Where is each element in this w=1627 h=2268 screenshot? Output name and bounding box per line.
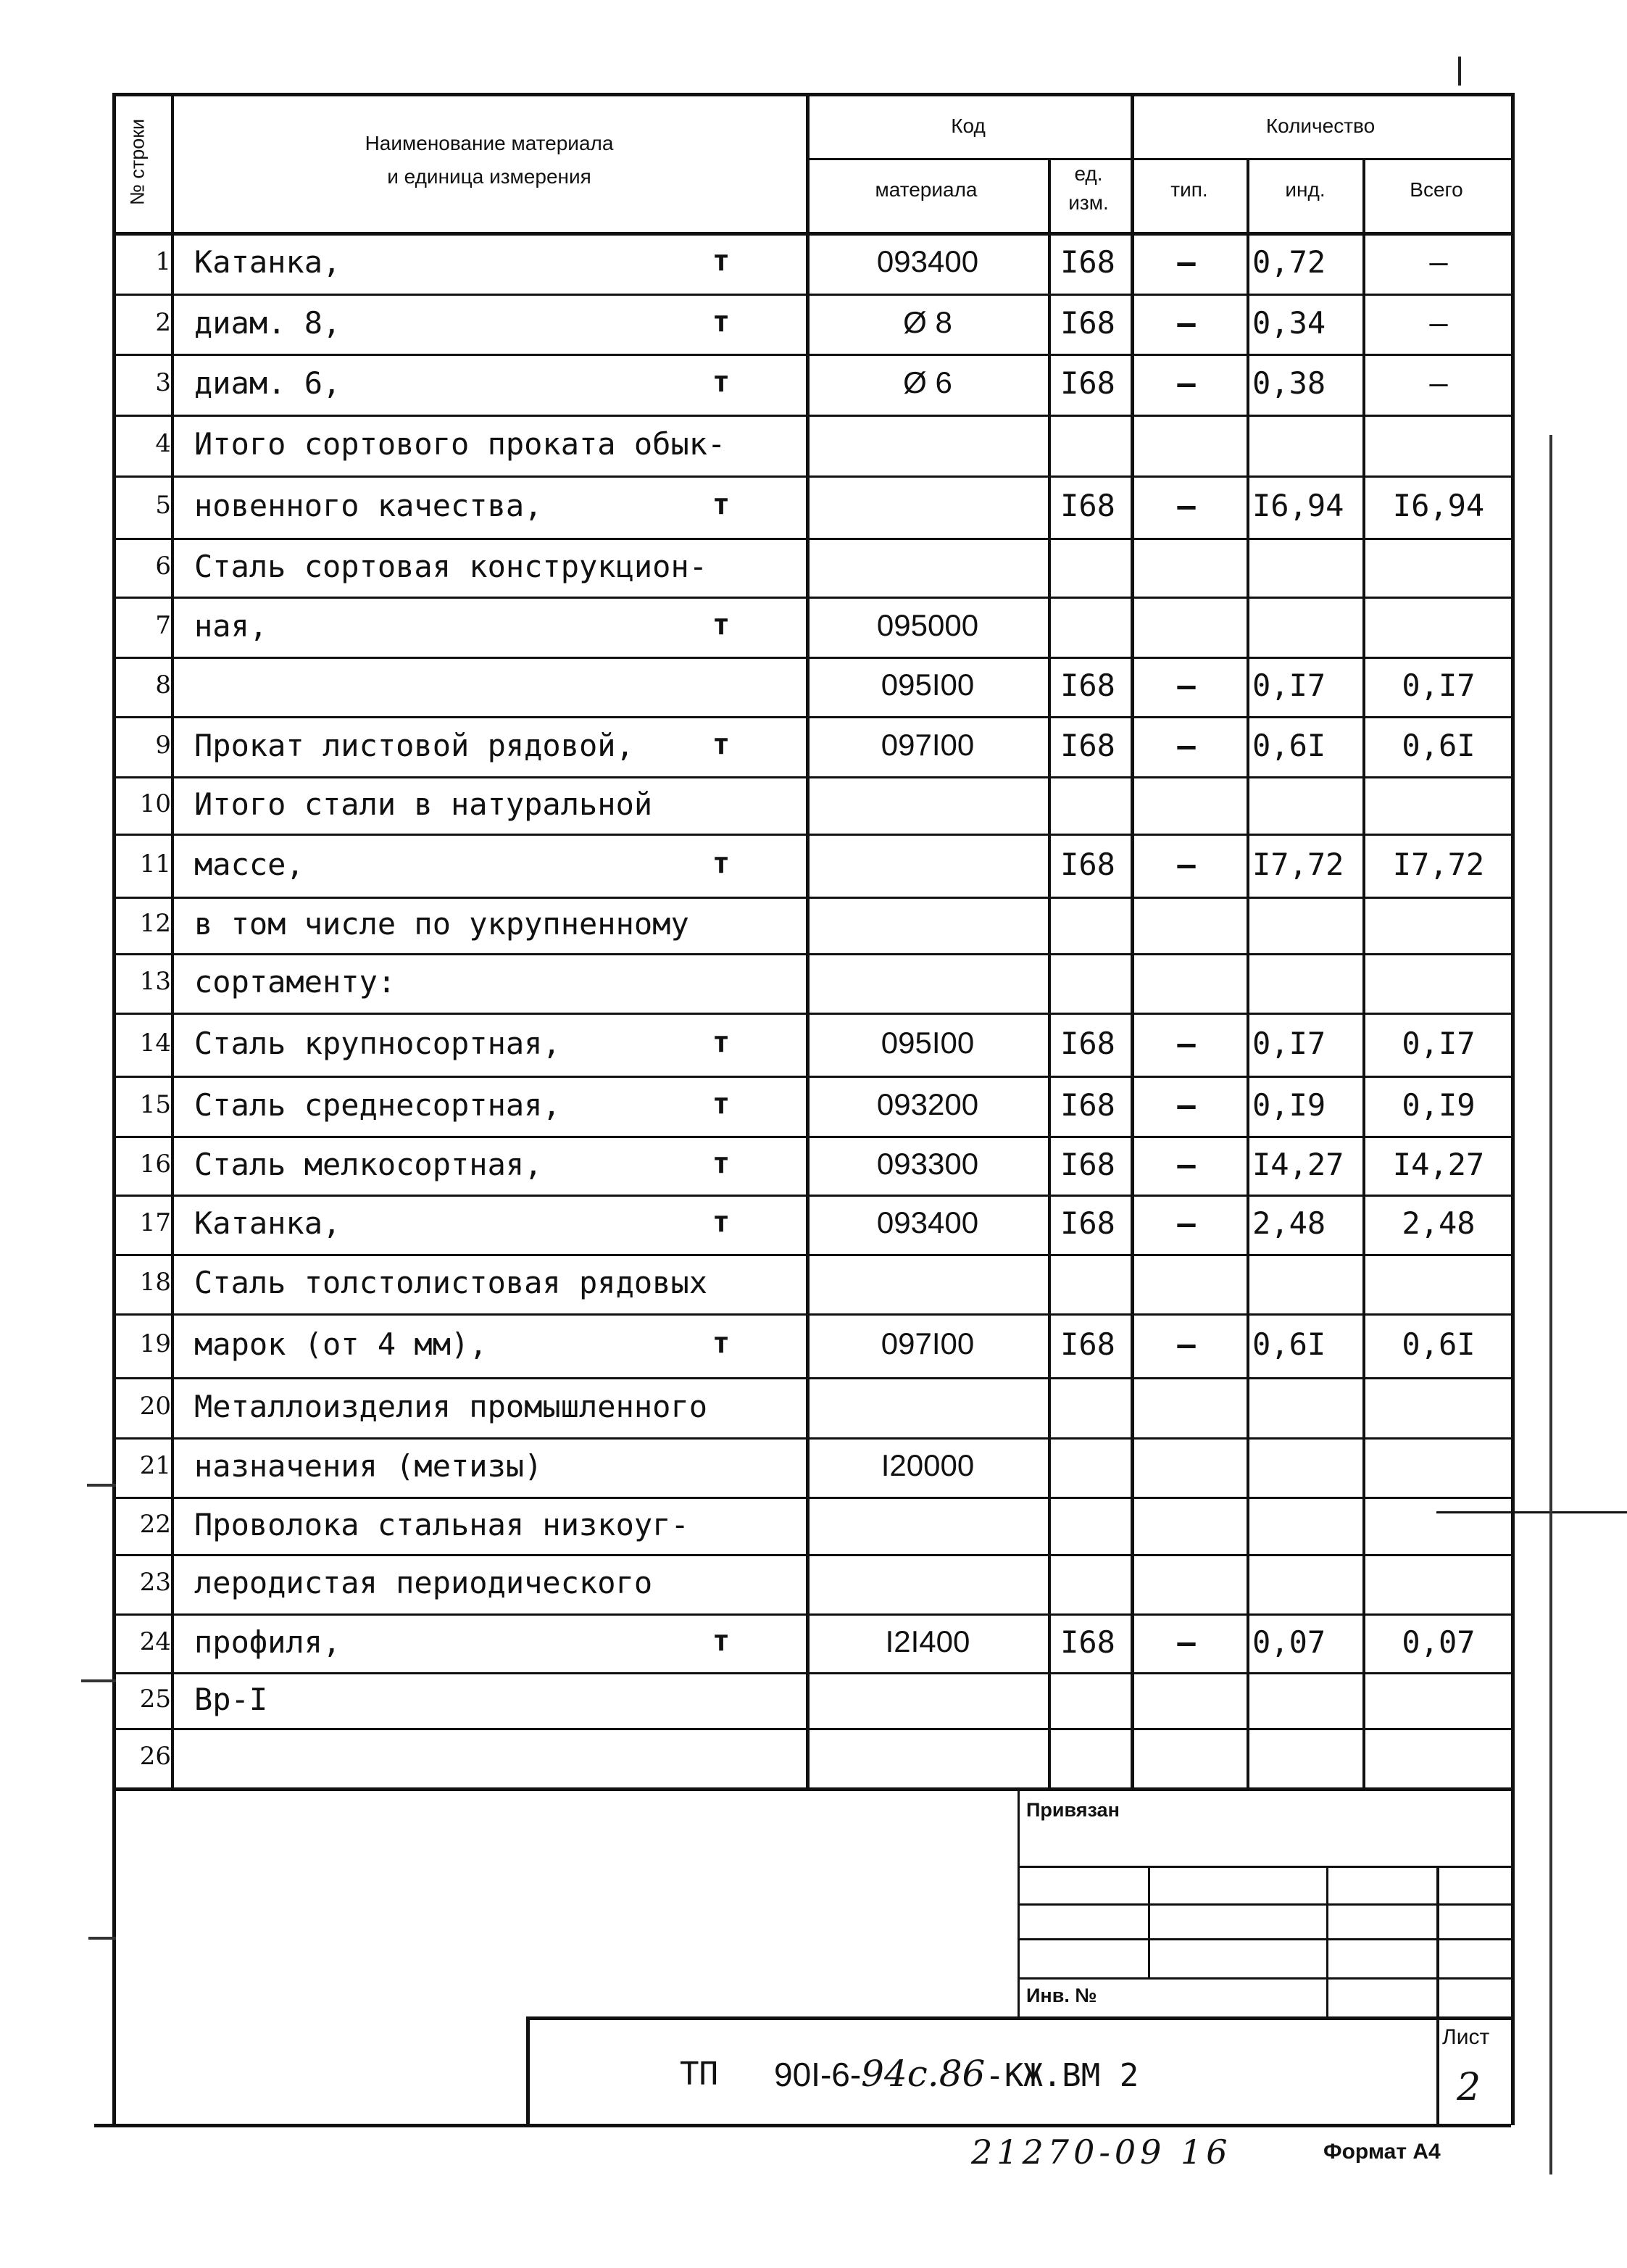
- material-name: Сталь крупносортная,: [194, 1026, 561, 1061]
- qty-individual: I6,94: [1252, 488, 1344, 523]
- grid-line: [806, 93, 810, 1787]
- material-name: массе,: [194, 847, 304, 882]
- material-code: 095000: [876, 608, 979, 642]
- material-name: диам. 8,: [194, 305, 341, 341]
- row-number: 4: [155, 429, 171, 458]
- qty-total: I6,94: [1392, 488, 1485, 523]
- material-name: Вр-I: [194, 1682, 268, 1717]
- unit-code: I68: [1060, 488, 1115, 523]
- row-number: 16: [139, 1150, 171, 1179]
- material-name: профиля,: [194, 1624, 341, 1660]
- scan-mark: [87, 1484, 116, 1487]
- qty-typical: –: [1177, 728, 1196, 763]
- material-name: Итого стали в натуральной: [194, 786, 653, 822]
- qty-total: –: [1429, 365, 1448, 401]
- qty-total: 0,6I: [1402, 1326, 1476, 1362]
- row-number: 8: [155, 670, 171, 699]
- material-code: I20000: [881, 1448, 975, 1482]
- sheet-label: Лист: [1442, 2025, 1490, 2049]
- grid-line: [112, 897, 1511, 899]
- material-name: в том числе по укрупненному: [194, 906, 689, 942]
- grid-line: [112, 1613, 1511, 1616]
- unit-code: I68: [1060, 1147, 1115, 1182]
- grid-line: [112, 415, 1511, 417]
- unit-code: I68: [1060, 365, 1115, 401]
- material-name: сортаменту:: [194, 964, 396, 1000]
- row-number: 17: [139, 1208, 171, 1237]
- row-number: 5: [155, 491, 171, 520]
- material-code: 093400: [876, 1205, 979, 1239]
- qty-individual: 0,6I: [1252, 1326, 1326, 1362]
- material-name: Катанка,: [194, 244, 341, 280]
- grid-line: [526, 2016, 1511, 2020]
- qty-typical: –: [1177, 1147, 1196, 1182]
- grid-line: [806, 158, 1511, 160]
- row-number: 7: [155, 611, 171, 640]
- material-code: 095I00: [881, 1026, 975, 1060]
- row-number: 22: [139, 1510, 171, 1539]
- unit-code: I68: [1060, 1026, 1115, 1061]
- qty-individual: 0,I9: [1252, 1087, 1326, 1123]
- material-name: Прокат листовой рядовой,: [194, 728, 634, 763]
- qty-typical: –: [1177, 1205, 1196, 1241]
- unit-of-measure: т: [712, 1087, 731, 1121]
- unit-of-measure: т: [712, 305, 731, 338]
- sheet-number: 2: [1457, 2066, 1481, 2109]
- material-code: Ø 8: [903, 305, 952, 339]
- unit-of-measure: т: [712, 1326, 731, 1360]
- grid-line: [112, 1554, 1511, 1556]
- qty-tip-header: тип.: [1170, 178, 1208, 201]
- material-name: Сталь толстолистовая рядовых: [194, 1265, 708, 1300]
- inv-no-label: Инв. №: [1026, 1985, 1097, 2006]
- grid-line: [1131, 93, 1134, 1787]
- grid-line: [112, 1672, 1511, 1674]
- unit-code: I68: [1060, 668, 1115, 703]
- row-number: 18: [139, 1268, 171, 1297]
- grid-line: [112, 1195, 1511, 1197]
- grid-line: [112, 1377, 1511, 1379]
- material-name: Сталь мелкосортная,: [194, 1147, 543, 1182]
- material-code: 095I00: [881, 668, 975, 702]
- qty-typical: –: [1177, 1087, 1196, 1123]
- grid-line: [1436, 1866, 1439, 2125]
- qty-total: I7,72: [1392, 847, 1485, 882]
- material-name: Итого сортового проката обык-: [194, 426, 726, 462]
- qty-individual: 0,38: [1252, 365, 1326, 401]
- material-name: диам. 6,: [194, 365, 341, 401]
- material-code: I2I400: [885, 1624, 970, 1658]
- material-name: Проволока стальная низкоуг-: [194, 1507, 689, 1542]
- row-number: 1: [155, 247, 171, 276]
- row-number: 24: [139, 1627, 171, 1656]
- grid-line: [112, 716, 1511, 718]
- qty-individual: 0,I7: [1252, 1026, 1326, 1061]
- material-name: новенного качества,: [194, 488, 543, 523]
- qty-individual: I7,72: [1252, 847, 1344, 882]
- qty-individual: 0,34: [1252, 305, 1326, 341]
- grid-line: [1148, 1866, 1150, 1977]
- grid-line: [1048, 158, 1051, 1787]
- material-name: Металлоизделия промышленного: [194, 1389, 708, 1424]
- material-name: леродистая периодического: [194, 1565, 653, 1600]
- frame-bottom-border: [94, 2124, 1511, 2127]
- row-number: 2: [155, 308, 171, 337]
- qty-total: 0,I9: [1402, 1087, 1476, 1123]
- grid-line: [112, 953, 1511, 955]
- grid-line: [112, 776, 1511, 778]
- material-code: 093200: [876, 1087, 979, 1121]
- grid-line: [112, 1728, 1511, 1730]
- qty-typical: –: [1177, 365, 1196, 401]
- scan-mark: [1549, 435, 1552, 2174]
- material-code: 093400: [876, 244, 979, 278]
- grid-line: [112, 354, 1511, 356]
- unit-of-measure: т: [712, 1147, 731, 1180]
- qty-individual: 0,I7: [1252, 668, 1326, 703]
- grid-line: [112, 1076, 1511, 1078]
- qty-total-header: Всего: [1410, 178, 1463, 201]
- unit-header-line1: ед.: [1074, 162, 1103, 185]
- grid-line: [112, 1013, 1511, 1015]
- unit-code: I68: [1060, 728, 1115, 763]
- material-name: Сталь среднесортная,: [194, 1087, 561, 1123]
- unit-code: I68: [1060, 244, 1115, 280]
- quantity-group-header: Количество: [1265, 115, 1376, 137]
- format-label: Формат А4: [1323, 2140, 1441, 2164]
- unit-of-measure: т: [712, 488, 731, 521]
- row-number: 10: [139, 789, 171, 818]
- attached-label: Привязан: [1026, 1799, 1120, 1821]
- qty-individual: 2,48: [1252, 1205, 1326, 1241]
- grid-line: [112, 657, 1511, 659]
- unit-of-measure: т: [712, 608, 731, 641]
- grid-line: [112, 1313, 1511, 1316]
- row-number: 6: [155, 552, 171, 581]
- qty-typical: –: [1177, 1026, 1196, 1061]
- material-code: 097I00: [881, 1326, 975, 1361]
- qty-total: –: [1429, 244, 1448, 280]
- grid-line: [1018, 1787, 1020, 2016]
- qty-typical: –: [1177, 244, 1196, 280]
- scan-mark: [81, 1679, 116, 1682]
- qty-ind-header: инд.: [1285, 178, 1326, 201]
- unit-header-line2: изм.: [1068, 191, 1109, 214]
- grid-line: [112, 834, 1511, 836]
- grid-line: [112, 1497, 1511, 1499]
- row-number-header: № строки: [126, 118, 149, 206]
- unit-of-measure: т: [712, 244, 731, 278]
- material-name: марок (от 4 мм),: [194, 1326, 488, 1362]
- archive-number: 21270-09 16: [971, 2132, 1232, 2172]
- unit-of-measure: т: [712, 1026, 731, 1059]
- unit-of-measure: т: [712, 1205, 731, 1239]
- unit-code: I68: [1060, 1205, 1115, 1241]
- name-header-line2: и единица измерения: [387, 165, 591, 188]
- qty-total: 0,I7: [1402, 1026, 1476, 1061]
- unit-code: I68: [1060, 847, 1115, 882]
- material-name: назначения (метизы): [194, 1448, 543, 1484]
- unit-code: I68: [1060, 1326, 1115, 1362]
- row-number: 12: [139, 909, 171, 938]
- material-name: ная,: [194, 608, 268, 644]
- row-number: 26: [139, 1742, 171, 1771]
- table-top-border: [112, 93, 1511, 96]
- grid-line: [1362, 158, 1365, 1787]
- grid-line: [112, 538, 1511, 540]
- table-bottom-border: [112, 1787, 1511, 1791]
- qty-total: 0,6I: [1402, 728, 1476, 763]
- material-code: Ø 6: [903, 365, 952, 399]
- qty-total: 2,48: [1402, 1205, 1476, 1241]
- doc-code-printed: 90I-6-: [774, 2056, 862, 2093]
- grid-line: [112, 1136, 1511, 1138]
- doc-prefix: ТП: [680, 2056, 718, 2093]
- material-code: 097I00: [881, 728, 975, 762]
- qty-individual: 0,6I: [1252, 728, 1326, 763]
- row-number: 13: [139, 967, 171, 996]
- grid-line: [112, 294, 1511, 296]
- grid-line: [112, 475, 1511, 478]
- grid-line: [112, 232, 1511, 236]
- row-number: 19: [139, 1329, 171, 1358]
- code-material-header: материала: [875, 178, 978, 201]
- frame-right-border: [1511, 93, 1515, 2125]
- scan-mark: [1458, 57, 1461, 86]
- grid-line: [112, 597, 1511, 599]
- qty-total: I4,27: [1392, 1147, 1485, 1182]
- doc-code-handwritten: 94с.86: [861, 2053, 986, 2095]
- row-number: 3: [155, 368, 171, 397]
- scan-mark: [88, 1937, 116, 1940]
- grid-line: [171, 93, 174, 1787]
- row-number: 23: [139, 1568, 171, 1597]
- qty-typical: –: [1177, 305, 1196, 341]
- unit-of-measure: т: [712, 1624, 731, 1658]
- grid-line: [526, 2016, 530, 2125]
- unit-of-measure: т: [712, 365, 731, 399]
- material-code: 093300: [876, 1147, 979, 1181]
- grid-line: [112, 1254, 1511, 1256]
- row-number: 21: [139, 1451, 171, 1480]
- unit-of-measure: т: [712, 728, 731, 761]
- frame-left-border: [112, 93, 116, 2125]
- doc-code-suffix: -КЖ.ВМ 2: [985, 2057, 1139, 2094]
- name-header-line1: Наименование материала: [365, 132, 614, 154]
- code-group-header: Код: [951, 115, 986, 137]
- grid-line: [1326, 1866, 1328, 2016]
- document-code: [774, 2053, 1139, 2095]
- qty-typical: –: [1177, 488, 1196, 523]
- qty-typical: –: [1177, 1624, 1196, 1660]
- material-name: Катанка,: [194, 1205, 341, 1241]
- unit-code: I68: [1060, 1087, 1115, 1123]
- row-number: 15: [139, 1090, 171, 1119]
- row-number: 9: [155, 731, 171, 760]
- unit-of-measure: т: [712, 847, 731, 880]
- qty-individual: I4,27: [1252, 1147, 1344, 1182]
- qty-total: –: [1429, 305, 1448, 341]
- row-number: 11: [139, 850, 171, 878]
- grid-line: [1436, 1511, 1627, 1513]
- qty-individual: 0,72: [1252, 244, 1326, 280]
- qty-typical: –: [1177, 847, 1196, 882]
- grid-line: [112, 1437, 1511, 1440]
- qty-typical: –: [1177, 1326, 1196, 1362]
- unit-code: I68: [1060, 305, 1115, 341]
- unit-code: I68: [1060, 1624, 1115, 1660]
- row-number: 20: [139, 1392, 171, 1421]
- qty-total: 0,07: [1402, 1624, 1476, 1660]
- qty-individual: 0,07: [1252, 1624, 1326, 1660]
- grid-line: [1247, 158, 1249, 1787]
- qty-total: 0,I7: [1402, 668, 1476, 703]
- qty-typical: –: [1177, 668, 1196, 703]
- row-number: 25: [139, 1685, 171, 1714]
- material-name: Сталь сортовая конструкцион-: [194, 549, 708, 584]
- row-number: 14: [139, 1029, 171, 1058]
